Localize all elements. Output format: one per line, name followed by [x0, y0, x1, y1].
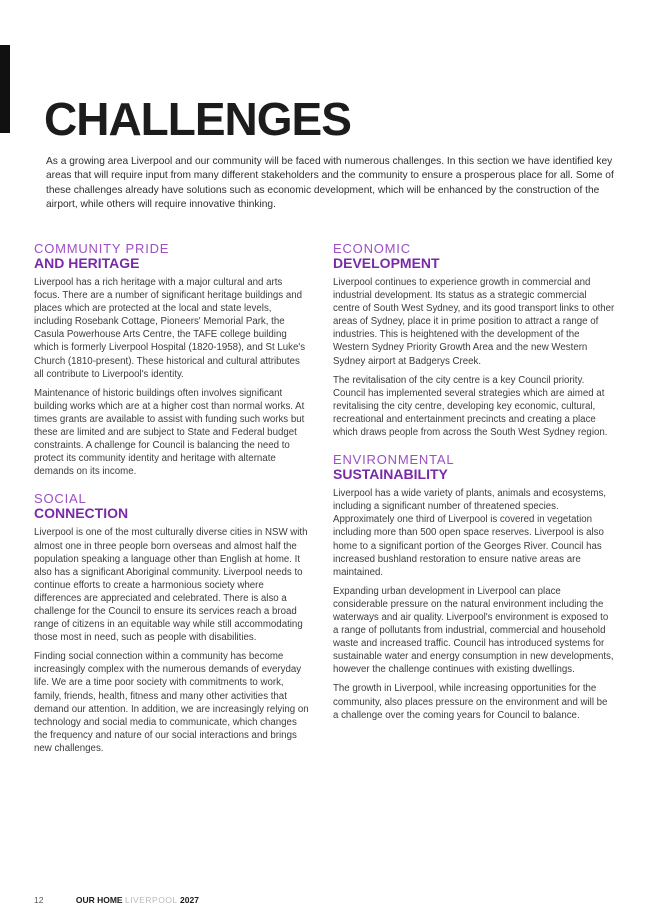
- body-paragraph: Expanding urban development in Liverpool can place considerable pressure on the natural environment including the waterways and air quality. Liverpool's environment is exposed to a range of pollutants from industrial, commercial and household waste and increased traffic. Council has introduced systems for sustainable water and energy consumption in new developments, however the challenge continues with existing dwellings.: [333, 585, 614, 676]
- section-environmental-sustainability: [333, 453, 615, 722]
- section-heading-light: COMMUNITY PRIDE: [34, 241, 170, 256]
- footer-brand-light: LIVERPOOL: [124, 895, 178, 905]
- section-heading-bold: SUSTAINABILITY: [333, 466, 448, 483]
- body-paragraph: Liverpool has a wide variety of plants, animals and ecosystems, including a significant number of threatened species. Approximately one third of Liverpool is covered in vegetation including more than 500 open space reserves. Liverpool is also home to a significant portion of the Georges River. Council has increased bushland restoration to ensure native areas are maintained.: [333, 488, 607, 578]
- section-economic-development: [333, 242, 615, 439]
- page-number: 12: [34, 895, 44, 905]
- left-column: [34, 242, 310, 769]
- body-paragraph: Liverpool is one of the most culturally diverse cities in NSW with almost one in three people born overseas and almost half the population speaking a language other than English at home. It also has a significant Aboriginal community. Liverpool needs to continue efforts to create a harmonious society where differences are appreciated and celebrated. There is also a challenge for the Council to ensure its services reach a broad range of citizens in an equitable way while still accommodating those most in need, such as people with disabilities.: [34, 527, 308, 644]
- section-heading-light: ECONOMIC: [333, 241, 411, 256]
- page-edge-bar: [0, 45, 10, 133]
- body-paragraph: The revitalisation of the city centre is a key Council priority. Council has implemented several strategies which are aimed at revitalising the city centre, developing key economic, cultural, recreational and entertainment precincts and creating a place which draws people from across the South West Sydney region.: [333, 374, 608, 439]
- intro-paragraph: As a growing area Liverpool and our community will be faced with numerous challenges. In this section we have identified key areas that will require input from many different stakeholders and the community to ensure a prosperous place for all. Some of these challenges already have solutions such as economic development, which will be enhanced by the construction of the airport, while others will require innovative thinking.: [46, 156, 614, 211]
- body-paragraph: The growth in Liverpool, while increasing opportunities for the community, also places pressure on the environment and will be a challenge over the coming years for Council to balance.: [333, 683, 608, 721]
- body-paragraph: Maintenance of historic buildings often involves significant building works which are at a higher cost than normal works. At times grants are available to assist with funding such works but these are limited and are subject to State and Federal budget constraints. A challenge for Council is balancing the need to protect its community identity and heritage with alternate demands on its income.: [34, 387, 305, 478]
- section-heading-bold: CONNECTION: [34, 505, 129, 522]
- body-paragraph: Liverpool has a rich heritage with a major cultural and arts focus. There are a number of significant heritage buildings and places which are protected at the local and state levels, including Rosebank Cottage, Pioneers' Memorial Park, the Casula Powerhouse Arts Centre, the TAFE college building which is formerly Liverpool Hospital (1820-1958), and St Luke's Church (1810-present). These historical and cultural attributes all contribute to Liverpool's identity.: [34, 277, 306, 380]
- footer-brand-bold: OUR HOME: [75, 895, 123, 905]
- section-heading-bold: DEVELOPMENT: [333, 255, 440, 271]
- section-heading-bold: AND HERITAGE: [34, 255, 140, 271]
- section-social-connection: [34, 492, 310, 755]
- body-paragraph: Finding social connection within a community has become increasingly complex with the numerous demands of everyday life. We are a time poor society with commitments to work, family, friends, health, fitness and many other activities that demand our attention. In addition, we are increasingly relying on technology and social media to communicate, which changes the frequency and nature of our social interactions and brings new challenges.: [34, 651, 309, 754]
- page-footer: [34, 895, 199, 905]
- section-community-pride: [34, 242, 310, 478]
- right-column: [333, 242, 615, 736]
- footer-year: 2027: [180, 895, 199, 905]
- page-title: CHALLENGES: [44, 93, 351, 145]
- body-paragraph: Liverpool continues to experience growth in commercial and industrial development. Its status as a strategic commercial centre of South West Sydney, and its good transport links to other areas of Sydney, place it in prime position to attract a range of industries. This is heightened with the development of the Western Sydney Priority Growth Area and the new Western Sydney airport at Badgerys Creek.: [333, 277, 615, 367]
- section-heading-light: SOCIAL: [34, 491, 87, 507]
- section-heading-light: ENVIRONMENTAL: [333, 452, 455, 468]
